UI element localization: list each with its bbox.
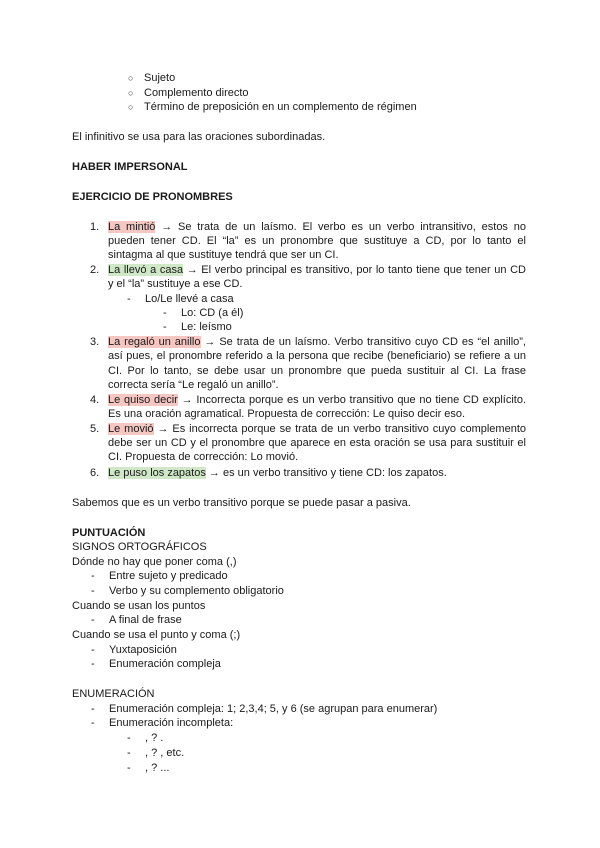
circle-bullet-icon: ○ <box>128 102 134 112</box>
exercise-line: La mintió → Se trata de un laísmo. El verbo es un verbo intransitivo, estos no <box>108 221 526 233</box>
exercise-number: 1. <box>90 221 100 233</box>
list-item: Término de preposición en un complemento de régimen <box>144 101 417 113</box>
list-item: Enumeración incompleta: <box>109 717 234 729</box>
list-item: Enumeración compleja: 1; 2,3,4; 5, y 6 (se agrupan para enumerar) <box>109 703 438 715</box>
list-item: Entre sujeto y predicado <box>109 570 228 582</box>
exercise-number: 5. <box>90 423 100 435</box>
highlighted-phrase: Le movió <box>108 423 154 435</box>
exercise-line: CI. Por lo tanto, se debe usar un pronombre que pueda sustituir al CI. La frase <box>108 365 526 377</box>
dash-bullet-icon: - <box>91 717 95 729</box>
exercise-line: La llevó a casa → El verbo principal es transitivo, por lo tanto tiene que tener un CD <box>108 264 526 276</box>
subheading-signos: SIGNOS ORTOGRÁFICOS <box>72 541 207 553</box>
exercise-line: La regaló un anillo → Se trata de un laísmo. Verbo transitivo cuyo CD es “el anillo”, <box>108 336 526 348</box>
exercise-line: Le quiso decir → Incorrecta porque es un verbo transitivo que no tiene CD explícito. <box>108 394 527 406</box>
sub-item: , ? . <box>145 732 164 744</box>
sub-option: Le: leísmo <box>181 321 232 333</box>
sub-item: Lo/Le llevé a casa <box>145 293 234 305</box>
heading-enumeracion: ENUMERACIÓN <box>72 688 155 700</box>
sub-option: Lo: CD (a él) <box>181 307 244 319</box>
circle-bullet-icon: ○ <box>128 73 134 83</box>
exercise-line: así pues, el pronombre referido a la persona que recibe (beneficiario) se refiere a un <box>108 350 526 362</box>
list-item: Complemento directo <box>144 87 249 99</box>
section-title: Dónde no hay que poner coma (,) <box>72 556 237 568</box>
list-item: Enumeración compleja <box>109 658 221 670</box>
sub-item: , ? ... <box>145 762 170 774</box>
section-title: Cuando se usa el punto y coma (;) <box>72 629 241 641</box>
section-title: Cuando se usan los puntos <box>72 600 206 612</box>
highlighted-phrase: Le puso los zapatos <box>108 467 206 479</box>
exercise-line: pueden tener CD. El “la” es un pronombre que sustituye a CD, por lo tanto el <box>108 235 526 247</box>
dash-bullet-icon: - <box>91 658 95 670</box>
dash-bullet-icon: - <box>127 762 131 774</box>
dash-bullet-icon: - <box>91 585 95 597</box>
exercise-line: Le puso los zapatos → es un verbo transitivo y tiene CD: los zapatos. <box>108 467 447 479</box>
exercise-number: 2. <box>90 264 100 276</box>
dash-bullet-icon: - <box>163 307 167 319</box>
heading-haber-impersonal: HABER IMPERSONAL <box>72 161 188 173</box>
exercise-line: CI. Propuesta de corrección: Lo movió. <box>108 451 299 463</box>
pasiva-note: Sabemos que es un verbo transitivo porque se puede pasar a pasiva. <box>72 497 411 509</box>
exercise-line: Le movió → Es incorrecta porque se trata de un verbo transitivo cuyo complemento <box>108 423 526 435</box>
highlighted-phrase: La regaló un anillo <box>108 336 201 348</box>
heading-puntuacion: PUNTUACIÓN <box>72 527 146 539</box>
dash-bullet-icon: - <box>127 293 131 305</box>
infinitivo-note: El infinitivo se usa para las oraciones subordinadas. <box>72 131 326 143</box>
exercise-line: y el “la” sustituye a ese CD. <box>108 278 243 290</box>
dash-bullet-icon: - <box>91 703 95 715</box>
highlighted-phrase: La mintió <box>108 221 156 233</box>
sub-item: , ? , etc. <box>145 747 185 759</box>
list-item: Verbo y su complemento obligatorio <box>109 585 284 597</box>
dash-bullet-icon: - <box>127 732 131 744</box>
exercise-number: 4. <box>90 394 100 406</box>
dash-bullet-icon: - <box>127 747 131 759</box>
highlighted-phrase: La llevó a casa <box>108 264 184 276</box>
exercise-number: 6. <box>90 467 100 479</box>
circle-bullet-icon: ○ <box>128 88 134 98</box>
dash-bullet-icon: - <box>163 321 167 333</box>
dash-bullet-icon: - <box>91 614 95 626</box>
dash-bullet-icon: - <box>91 570 95 582</box>
heading-ejercicio-pronombres: EJERCICIO DE PRONOMBRES <box>72 191 233 203</box>
highlighted-phrase: Le quiso decir <box>108 394 178 406</box>
list-item: Sujeto <box>144 72 176 84</box>
list-item: Yuxtaposición <box>109 644 177 656</box>
dash-bullet-icon: - <box>91 644 95 656</box>
exercise-line: Es una oración agramatical. Propuesta de corrección: Le quiso decir eso. <box>108 408 466 420</box>
list-item: A final de frase <box>109 614 182 626</box>
exercise-number: 3. <box>90 336 100 348</box>
exercise-line: sintagma al que sustituye tendrá que ser un CI. <box>108 249 339 261</box>
exercise-line: correcta sería “Le regaló un anillo”. <box>108 379 279 391</box>
exercise-line: debe ser un CD y el pronombre que aparece en esta oración se usa para sustituir el <box>108 437 526 449</box>
